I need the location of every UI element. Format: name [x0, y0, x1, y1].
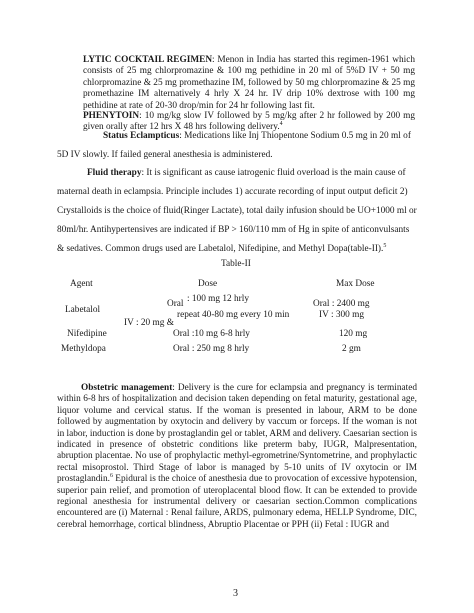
- status-eclampticus-text: : Medications like Inj Thiopentone Sodium 0.5 mg in 20 ml of 5D IV slowly. If failed general anesthesia is administered.: [57, 131, 411, 160]
- table-header-agent: Agent: [70, 279, 93, 289]
- status-eclampticus-paragraph: [57, 127, 417, 165]
- table-cell-labetalol-oral-prefix: Oral: [167, 299, 184, 309]
- page-number: 3: [233, 588, 238, 599]
- table-cell-dose-nifedipine: Oral :10 mg 6-8 hrly: [173, 329, 250, 339]
- table-cell-agent-nifedipine: Nifedipine: [67, 329, 107, 339]
- lytic-cocktail-text: : Menon in India has started this regimen-1961 which consists of 25 mg chlorpromazine & 100 mg pethidine in 20 ml of 5%D IV + 50 mg chlorpromazine & 25 mg promethazine IM, followed by 50 mg chlorpromazine & 25 mg promethazine IM alternatively 4 hrly X 24 hr. IV drip 10% dextrose with 100 mg pethidine at rate of 20-30 drop/min for 24 hr following last fit.: [83, 55, 415, 111]
- phenytoin-reference: 4: [279, 121, 283, 128]
- obstetric-management-paragraph: [57, 383, 417, 531]
- phenytoin-title: PHENYTOIN: [83, 111, 140, 121]
- table-cell-agent-labetalol: Labetalol: [65, 305, 101, 315]
- table-caption: Table-II: [221, 259, 251, 269]
- obstetric-management-text-1: : Delivery is the cure for eclampsia and pregnancy is terminated within 6-8 hrs of hospitalization and decision taken depending on fetal maturity, gestational age, liquor volume and cervical status. If the woman is presented in labour, ARM to be done followed by augmentation by oxytocin and delivery by vaccum or forceps. If the woman is not in labor, induction is done by prostaglandin gel or tablet, ARM and delivery. Caesarian section is indicated in presence of obstetric conditions like preterm baby, IUGR, Malpresentation, abruption placentae. No use of prophylactic methyl-egrometrine/Syntometrine, and prophylactic rectal misoprostol. Third Stage of labor is managed by 5-10 units of IV oxytocin or IM prostaglandin.: [57, 383, 417, 485]
- fluid-therapy-reference: 5: [383, 242, 387, 249]
- obstetric-management-reference: 6: [109, 473, 113, 480]
- status-eclampticus-title: Status Eclampticus: [103, 131, 180, 141]
- table-cell-agent-methyldopa: Methyldopa: [61, 344, 106, 354]
- table-header-max-dose: Max Dose: [336, 279, 375, 289]
- obstetric-management-text-2: Epidural is the choice of anesthesia due to provocation of excessive hypotension, superior pain relief, and promotion of uteroplacental blood flow. It can be extended to provide regional anesthesia for instrumental delivery or caesarian section.Common complications encountered are (i) Maternal : Renal failure, ARDS, pulmonary edema, HELLP Syndrome, DIC, cerebral hemorrhage, cortical blindness, Abruptio Placentae or PPH (ii) Fetal : IUGR and: [57, 474, 417, 530]
- fluid-therapy-title: Fluid therapy: [87, 168, 142, 178]
- lytic-cocktail-title: LYTIC COCKTAIL REGIMEN: [83, 55, 213, 65]
- table-cell-labetalol-repeat: repeat 40-80 mg every 10 min: [177, 310, 290, 320]
- fluid-therapy-paragraph: [57, 164, 417, 259]
- table-cell-labetalol-oral-dose: : 100 mg 12 hrly: [187, 294, 249, 304]
- table-cell-labetalol-iv: IV : 20 mg &: [124, 318, 174, 328]
- obstetric-management-title: Obstetric management: [81, 383, 173, 393]
- table-cell-labetalol-max-oral: Oral : 2400 mg: [313, 299, 370, 309]
- table-cell-max-nifedipine: 120 mg: [339, 329, 368, 339]
- lytic-cocktail-paragraph: [83, 55, 415, 112]
- table-header-dose: Dose: [198, 279, 218, 289]
- fluid-therapy-text: : It is significant as cause iatrogenic fluid overload is the main cause of maternal death in eclampsia. Principle includes 1) accurate recording of input output deficit 2) Crystalloids is the choice of fluid(Ringer Lactate), total daily infusion should be UO+1000 ml or 80ml/hr. Antihypertensives are indicated if BP > 160/110 mm of Hg in spite of anticonvulsants & sedatives. Common drugs used are Labetalol, Nifedipine, and Methyl Dopa(table-II).: [57, 168, 417, 254]
- table-cell-max-methyldopa: 2 gm: [342, 344, 361, 354]
- table-cell-labetalol-max-iv: IV : 300 mg: [319, 310, 365, 320]
- table-cell-dose-methyldopa: Oral : 250 mg 8 hrly: [173, 344, 250, 354]
- phenytoin-text: : 10 mg/kg slow IV followed by 5 mg/kg after 2 hr followed by 200 mg given orally after 12 hrs X 48 hrs following delivery.: [83, 111, 415, 133]
